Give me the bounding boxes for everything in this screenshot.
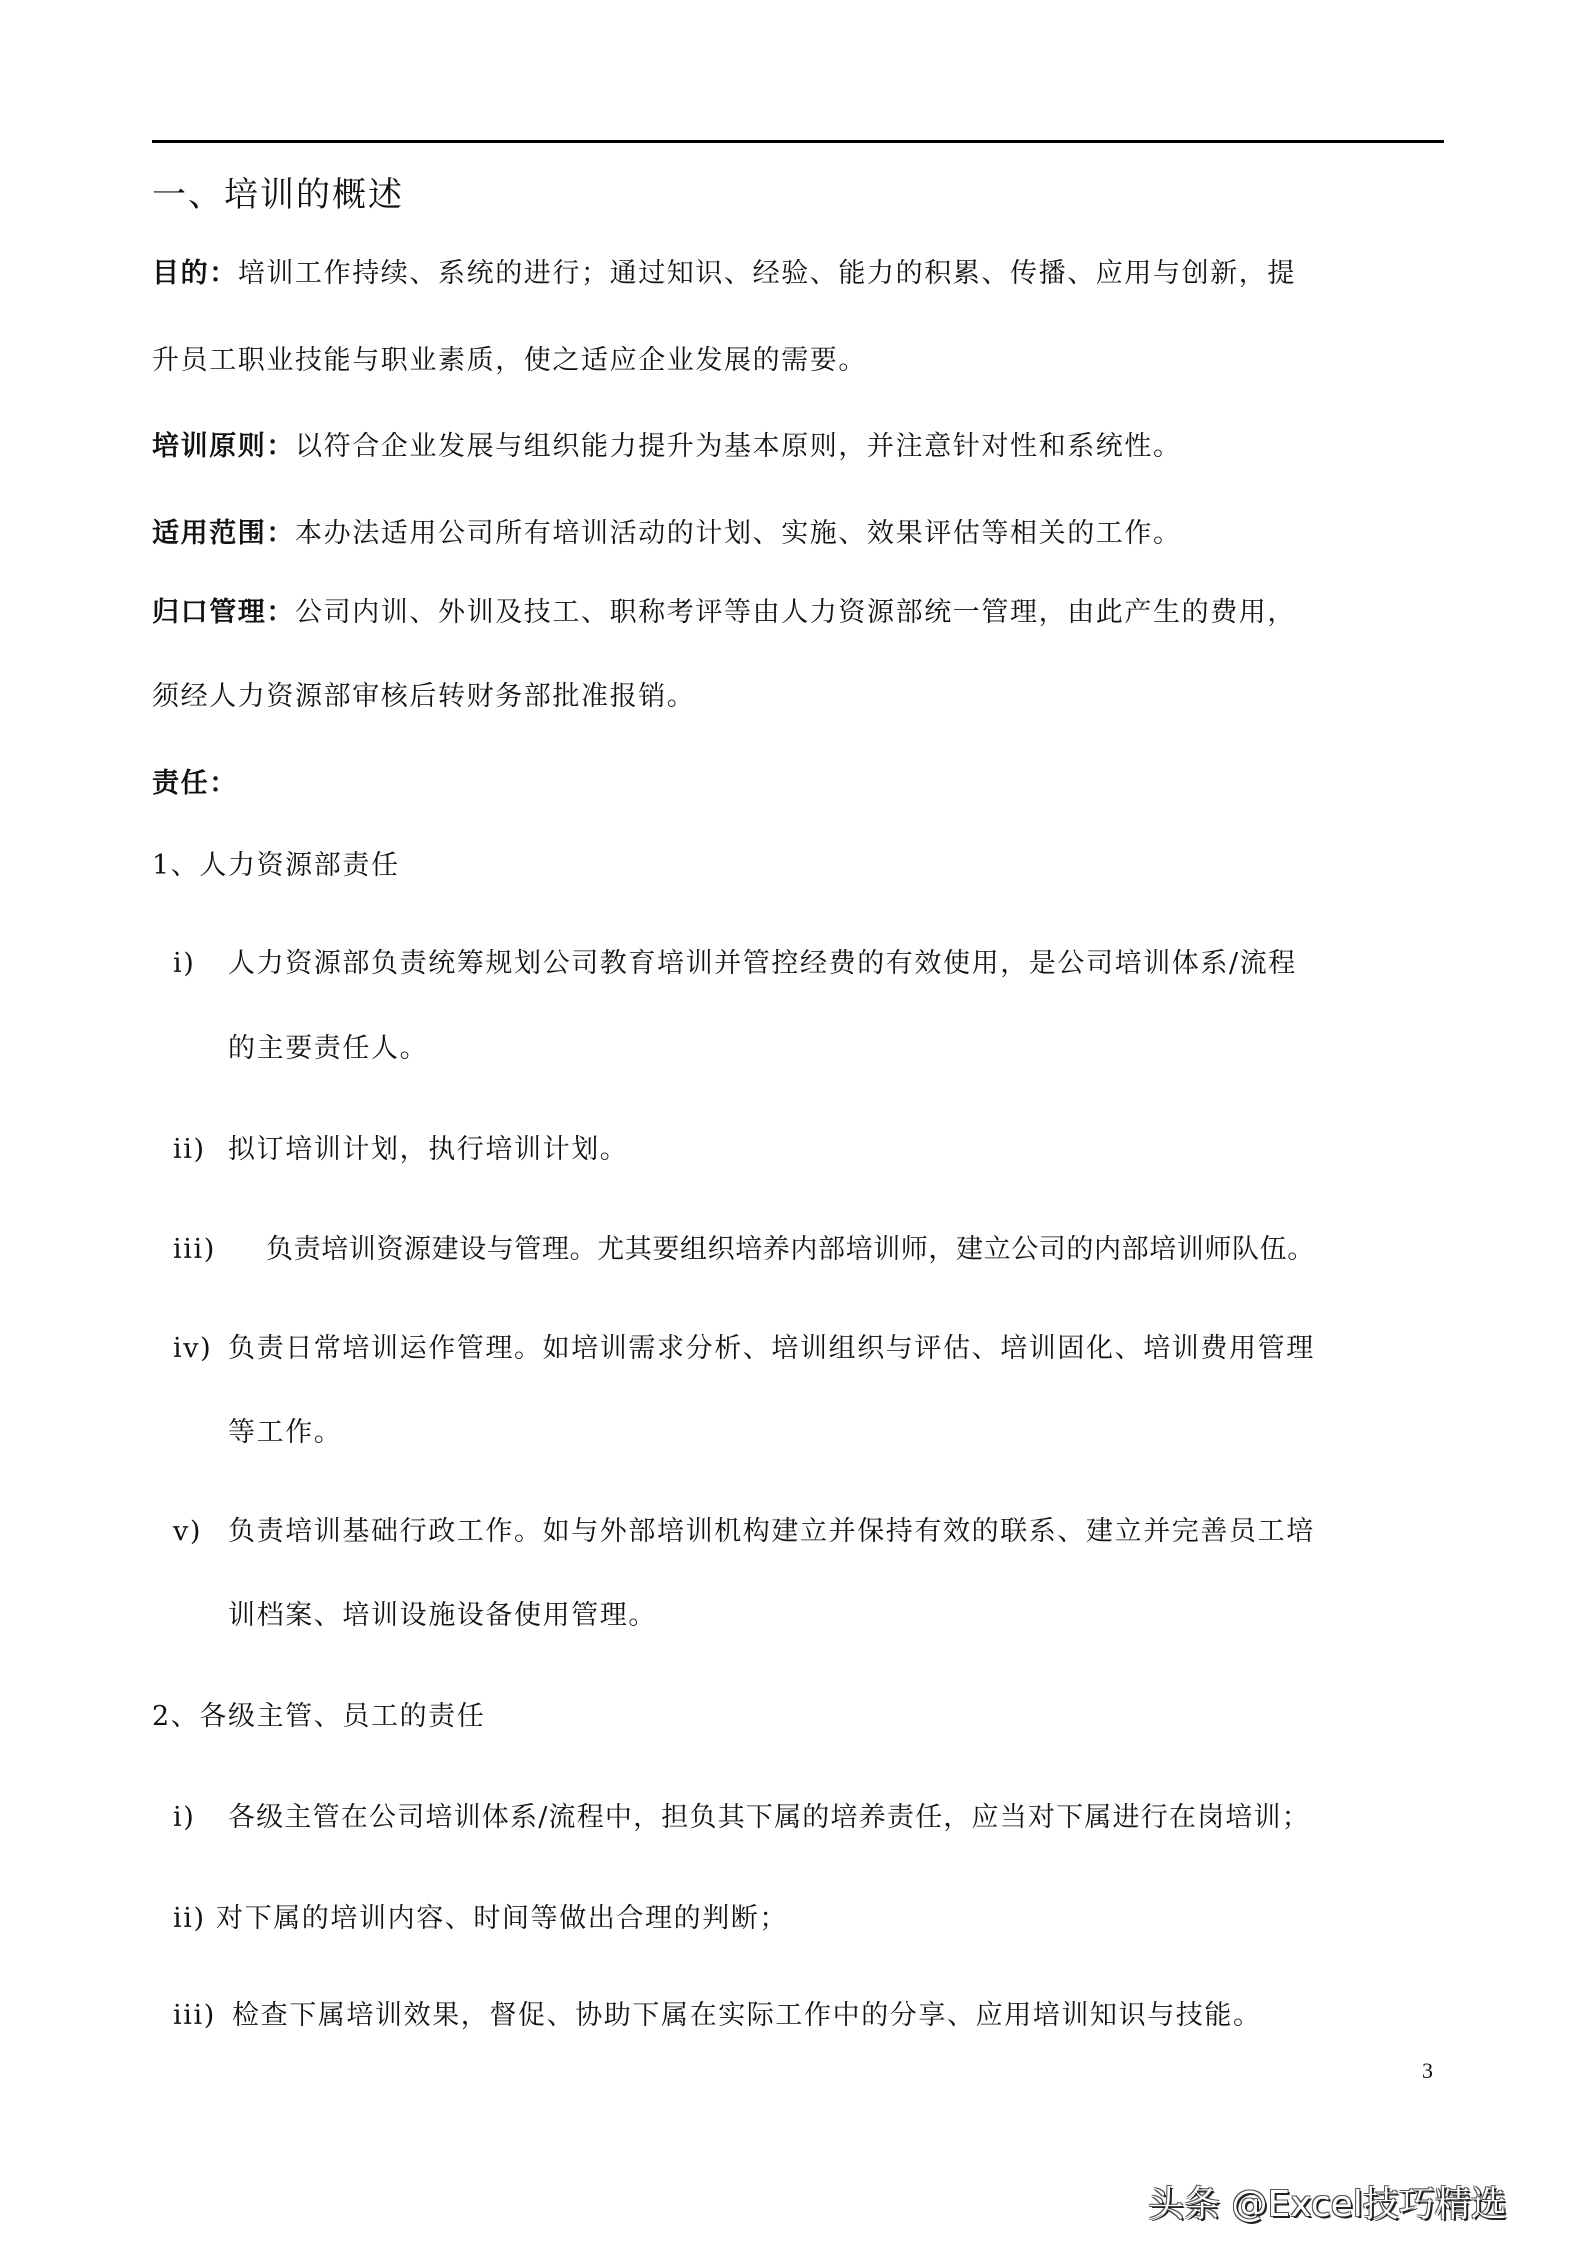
paragraph-scope [152, 517, 1182, 551]
paragraph-purpose-cont [152, 344, 867, 378]
list-item-text: 负责培训基础行政工作。如与外部培训机构建立并保持有效的联系、建立并完善员工培 [228, 1516, 1315, 1547]
list-item-text: 负责培训资源建设与管理。尤其要组织培养内部培训师，建立公司的内部培训师队伍。 [266, 1234, 1315, 1265]
watermark: 头条 @Excel技巧精选 [1148, 2184, 1507, 2225]
paragraph-purpose [152, 257, 1296, 291]
text-principle: 以符合企业发展与组织能力提升为基本原则，并注意针对性和系统性。 [295, 431, 1182, 462]
list-item-marker: i) [173, 948, 196, 979]
list-item-text: 检查下属培训效果，督促、协助下属在实际工作中的分享、应用培训知识与技能。 [232, 2000, 1262, 2031]
label-responsibility: 责任： [152, 768, 238, 799]
page-number: 3 [1422, 2058, 1433, 2083]
paragraph-management-cont [152, 680, 695, 714]
header-rule [152, 140, 1444, 143]
list-item-text-cont: 训档案、培训设施设备使用管理。 [228, 1600, 657, 1631]
text-purpose: 培训工作持续、系统的进行；通过知识、经验、能力的积累、传播、应用与创新，提 [237, 258, 1297, 289]
list-item-text: 拟订培训计划，执行培训计划。 [228, 1134, 629, 1165]
list-item-text-cont: 等工作。 [228, 1417, 343, 1448]
list-item-marker: ii) [173, 1134, 206, 1165]
text-management-cont: 须经人力资源部审核后转财务部批准报销。 [152, 681, 696, 712]
section-heading: 一、培训的概述 [152, 175, 404, 215]
list-item-marker: v) [173, 1516, 202, 1547]
list-item-marker: iii) [173, 2000, 216, 2031]
label-scope: 适用范围： [152, 518, 295, 549]
list-item-text: 负责日常培训运作管理。如培训需求分析、培训组织与评估、培训固化、培训费用管理 [228, 1333, 1315, 1364]
list-item-marker: iii) [173, 1234, 216, 1265]
list-item-text: 对下属的培训内容、时间等做出合理的判断； [216, 1903, 788, 1934]
paragraph-responsibility [152, 767, 238, 801]
label-purpose: 目的： [152, 258, 238, 289]
text-scope: 本办法适用公司所有培训活动的计划、实施、效果评估等相关的工作。 [295, 518, 1182, 549]
list-item-text-cont: 的主要责任人。 [228, 1033, 429, 1064]
list-item-marker: i) [173, 1802, 196, 1833]
label-management: 归口管理： [152, 597, 295, 628]
list-item-marker: iv) [173, 1333, 213, 1364]
section-title-hr: 1、人力资源部责任 [152, 850, 400, 881]
section-title-managers: 2、各级主管、员工的责任 [152, 1701, 486, 1732]
list-item-marker: ii) [173, 1903, 206, 1934]
label-principle: 培训原则： [152, 431, 295, 462]
list-item-text: 各级主管在公司培训体系/流程中，担负其下属的培养责任，应当对下属进行在岗培训； [228, 1802, 1310, 1833]
paragraph-management [152, 596, 1296, 630]
text-purpose-cont: 升员工职业技能与职业素质，使之适应企业发展的需要。 [152, 345, 867, 376]
paragraph-principle [152, 430, 1182, 464]
list-item-text: 人力资源部负责统筹规划公司教育培训并管控经费的有效使用，是公司培训体系/流程 [228, 948, 1297, 979]
text-management: 公司内训、外训及技工、职称考评等由人力资源部统一管理，由此产生的费用， [295, 597, 1296, 628]
